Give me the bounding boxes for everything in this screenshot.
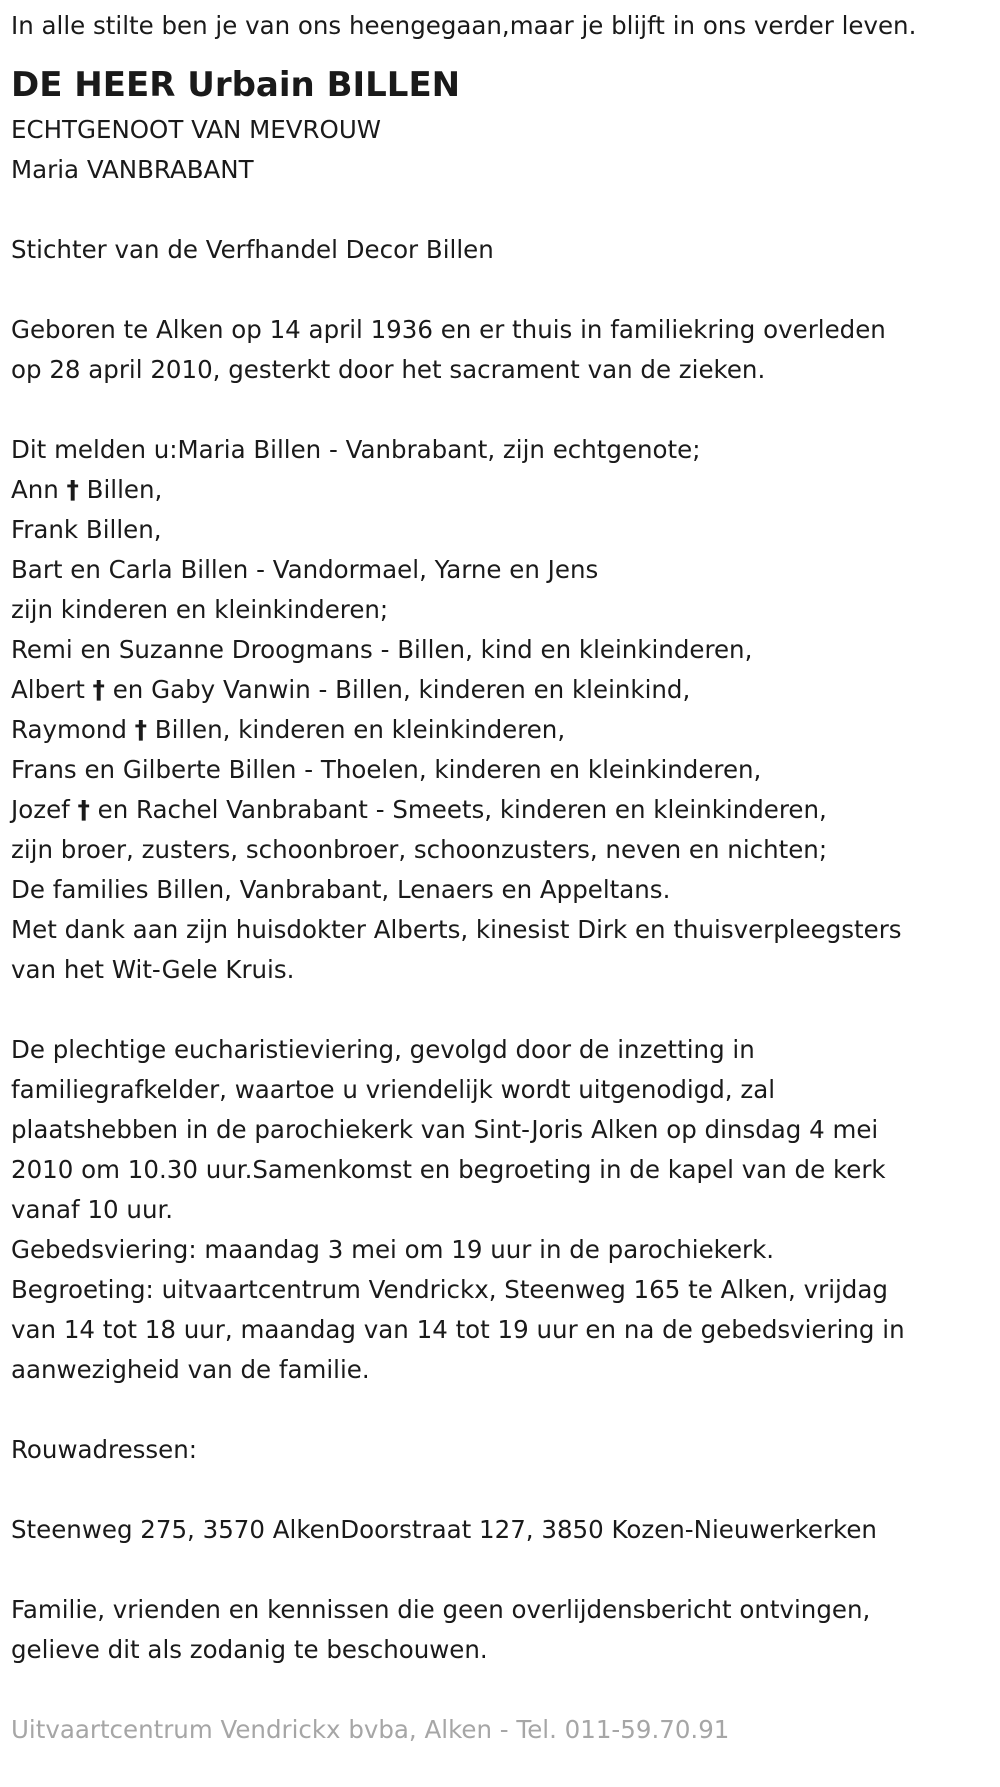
ceremony-line: familiegrafkelder, waartoe u vriendelijk wordt uitgenodigd, zal [11, 1075, 776, 1104]
cross-icon: † [66, 475, 79, 504]
spacer [11, 1670, 1000, 1710]
family-line: Remi en Suzanne Droogmans - Billen, kind en kleinkinderen, [11, 635, 753, 664]
addresses-value: Steenweg 275, 3570 AlkenDoorstraat 127, 3850 Kozen-Nieuwerkerken [11, 1515, 877, 1544]
ceremony-line: van 14 tot 18 uur, maandag van 14 tot 19 uur en na de gebedsviering in [11, 1315, 905, 1344]
cross-icon: † [77, 795, 90, 824]
family-name: Jozef [11, 795, 70, 824]
occupation: Stichter van de Verfhandel Decor Billen [11, 235, 494, 264]
birth-death-line-1: Geboren te Alken op 14 april 1936 en er thuis in familiekring overleden [11, 315, 886, 344]
cross-icon: † [134, 715, 147, 744]
spacer [11, 1470, 1000, 1510]
family-line: Dit melden u:Maria Billen - Vanbrabant, zijn echtgenote; [11, 435, 701, 464]
family-line: zijn broer, zusters, schoonbroer, schoonzusters, neven en nichten; [11, 835, 828, 864]
family-name: Albert [11, 675, 85, 704]
spacer [11, 46, 1000, 60]
family-line: Frans en Gilberte Billen - Thoelen, kinderen en kleinkinderen, [11, 755, 762, 784]
family-line: zijn kinderen en kleinkinderen; [11, 595, 389, 624]
spouse-line-1: ECHTGENOOT VAN MEVROUW [11, 115, 382, 144]
family-list [11, 430, 1000, 990]
spacer [11, 1390, 1000, 1430]
birth-death-line-2: op 28 april 2010, gesterkt door het sacrament van de zieken. [11, 355, 766, 384]
family-line: Bart en Carla Billen - Vandormael, Yarne en Jens [11, 555, 599, 584]
family-name: en Rachel Vanbrabant - Smeets, kinderen en kleinkinderen, [97, 795, 827, 824]
footer-funeral-home: Uitvaartcentrum Vendrickx bvba, Alken - Tel. 011-59.70.91 [11, 1715, 730, 1744]
ceremony-line: 2010 om 10.30 uur.Samenkomst en begroeting in de kapel van de kerk [11, 1155, 886, 1184]
family-line [11, 710, 1000, 750]
ceremony-line: De plechtige eucharistieviering, gevolgd door de inzetting in [11, 1035, 755, 1064]
ceremony-line: Begroeting: uitvaartcentrum Vendrickx, Steenweg 165 te Alken, vrijdag [11, 1275, 888, 1304]
spacer [11, 1550, 1000, 1590]
family-name: Billen, kinderen en kleinkinderen, [154, 715, 566, 744]
family-name: Raymond [11, 715, 127, 744]
ceremony-line: Gebedsviering: maandag 3 mei om 19 uur in de parochiekerk. [11, 1235, 775, 1264]
spacer [11, 390, 1000, 430]
closing-line: gelieve dit als zodanig te beschouwen. [11, 1635, 488, 1664]
ceremony-line: aanwezigheid van de familie. [11, 1355, 370, 1384]
spacer [11, 190, 1000, 230]
family-line: Frank Billen, [11, 515, 162, 544]
deceased-title: DE HEER Urbain BILLEN [11, 65, 461, 105]
family-name: Ann [11, 475, 59, 504]
thanks-line: van het Wit-Gele Kruis. [11, 955, 295, 984]
family-line [11, 470, 1000, 510]
spouse-line-2: Maria VANBRABANT [11, 155, 254, 184]
ceremony-line: plaatshebben in de parochiekerk van Sint-Joris Alken op dinsdag 4 mei [11, 1115, 879, 1144]
intro-quote: In alle stilte ben je van ons heengegaan,maar je blijft in ons verder leven. [11, 11, 917, 40]
family-line: De families Billen, Vanbrabant, Lenaers en Appeltans. [11, 875, 671, 904]
ceremony-line: vanaf 10 uur. [11, 1195, 174, 1224]
ceremony-details [11, 1030, 1000, 1390]
family-line [11, 790, 1000, 830]
family-line [11, 670, 1000, 710]
closing-line: Familie, vrienden en kennissen die geen overlijdensbericht ontvingen, [11, 1595, 871, 1624]
spacer [11, 270, 1000, 310]
family-name: en Gaby Vanwin - Billen, kinderen en kleinkind, [112, 675, 691, 704]
spacer [11, 990, 1000, 1030]
family-name: Billen, [86, 475, 163, 504]
cross-icon: † [92, 675, 105, 704]
thanks-line: Met dank aan zijn huisdokter Alberts, kinesist Dirk en thuisverpleegsters [11, 915, 902, 944]
addresses-label: Rouwadressen: [11, 1435, 198, 1464]
